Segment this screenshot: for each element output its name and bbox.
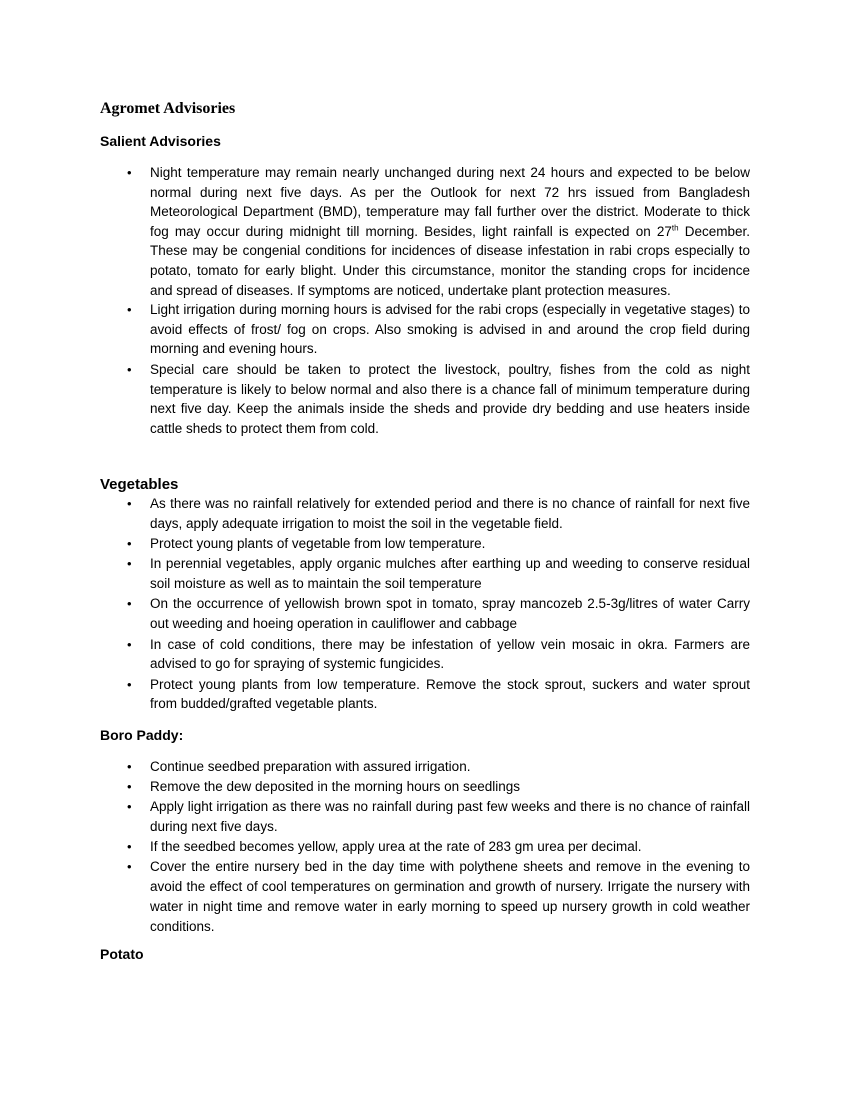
list-item — [100, 857, 750, 937]
boro-paddy-list — [100, 757, 750, 937]
document-title: Agromet Advisories — [100, 100, 236, 117]
item-text: Light irrigation during morning hours is advised for the rabi crops (especially in vegetative stages) to avoid effects of frost/ fog on crops. Also smoking is advised in and around the crop field during morning and evening hours. — [150, 302, 750, 357]
bullet-icon: • — [127, 596, 132, 612]
list-item — [100, 635, 750, 675]
item-text: Night temperature may remain nearly unchanged during next 24 hours and expected to be below normal during next five days. As per the Outlook for next 72 hrs issued from Bangladesh Meteorological Department (BMD), temperature may fall further over the district. Moderate to thick fog may occur during midnight till morning. Besides, light rainfall is expected on 27th December. These may be congenial conditions for incidences of disease infestation in rabi crops especially to potato, tomato for early blight. Under this circumstance, monitor the standing crops for incidence and spread of diseases. If symptoms are noticed, undertake plant protection measures. — [150, 165, 750, 298]
salient-advisories-heading: Salient Advisories — [100, 133, 221, 149]
list-item — [100, 777, 750, 797]
list-item — [100, 494, 750, 534]
list-item — [100, 534, 750, 554]
item-text: If the seedbed becomes yellow, apply urea at the rate of 283 gm urea per decimal. — [150, 839, 642, 854]
item-text: Cover the entire nursery bed in the day time with polythene sheets and remove in the evening to avoid the effect of cool temperatures on germination and growth of nursery. Irrigate the nursery with water in night time and remove water in early morning to speed up nursery growth in cold weather conditions. — [150, 859, 750, 934]
item-text: Remove the dew deposited in the morning hours on seedlings — [150, 779, 520, 794]
vegetables-heading: Vegetables — [100, 476, 179, 493]
bullet-icon: • — [127, 839, 132, 854]
bullet-icon: • — [127, 799, 132, 814]
bullet-icon: • — [127, 536, 132, 552]
vegetables-list — [100, 494, 750, 714]
list-item — [100, 300, 750, 359]
bullet-icon: • — [127, 759, 132, 774]
bullet-icon: • — [127, 165, 132, 180]
bullet-icon: • — [127, 361, 132, 377]
salient-advisories-list — [100, 163, 750, 438]
item-text: Apply light irrigation as there was no rainfall during past few weeks and there is no chance of rainfall during next five days. — [150, 799, 750, 834]
item-text: On the occurrence of yellowish brown spot in tomato, spray mancozeb 2.5-3g/litres of water Carry out weeding and hoeing operation in cauliflower and cabbage — [150, 596, 750, 632]
item-text: Protect young plants from low temperature. Remove the stock sprout, suckers and water sprout from budded/grafted vegetable plants. — [150, 676, 750, 712]
list-item — [100, 360, 750, 438]
item-text: In case of cold conditions, there may be infestation of yellow vein mosaic in okra. Farmers are advised to go for spraying of systemic fungicides. — [150, 636, 750, 672]
item-text: Continue seedbed preparation with assured irrigation. — [150, 759, 471, 774]
bullet-icon: • — [127, 636, 132, 652]
item-text: In perennial vegetables, apply organic mulches after earthing up and weeding to conserve residual soil moisture as well as to maintain the soil temperature — [150, 556, 750, 592]
bullet-icon: • — [127, 496, 132, 511]
potato-heading: Potato — [100, 946, 144, 962]
item-text: Special care should be taken to protect the livestock, poultry, fishes from the cold as night temperature is likely to below normal and also there is a chance fall of minimum temperature during next five day. Keep the animals inside the sheds and provide dry bedding and use heaters inside cattle sheds to protect them from cold. — [150, 361, 750, 436]
item-text: Protect young plants of vegetable from low temperature. — [150, 536, 486, 552]
list-item — [100, 554, 750, 594]
list-item — [100, 163, 750, 300]
list-item — [100, 757, 750, 777]
bullet-icon: • — [127, 859, 132, 874]
bullet-icon: • — [127, 556, 132, 572]
list-item — [100, 837, 750, 857]
boro-paddy-heading: Boro Paddy: — [100, 727, 184, 743]
list-item — [100, 594, 750, 634]
item-text: As there was no rainfall relatively for extended period and there is no chance of rainfall for next five days, apply adequate irrigation to moist the soil in the vegetable field. — [150, 496, 750, 531]
list-item — [100, 797, 750, 837]
bullet-icon: • — [127, 676, 132, 692]
list-item — [100, 675, 750, 715]
bullet-icon: • — [127, 302, 132, 318]
bullet-icon: • — [127, 779, 132, 794]
